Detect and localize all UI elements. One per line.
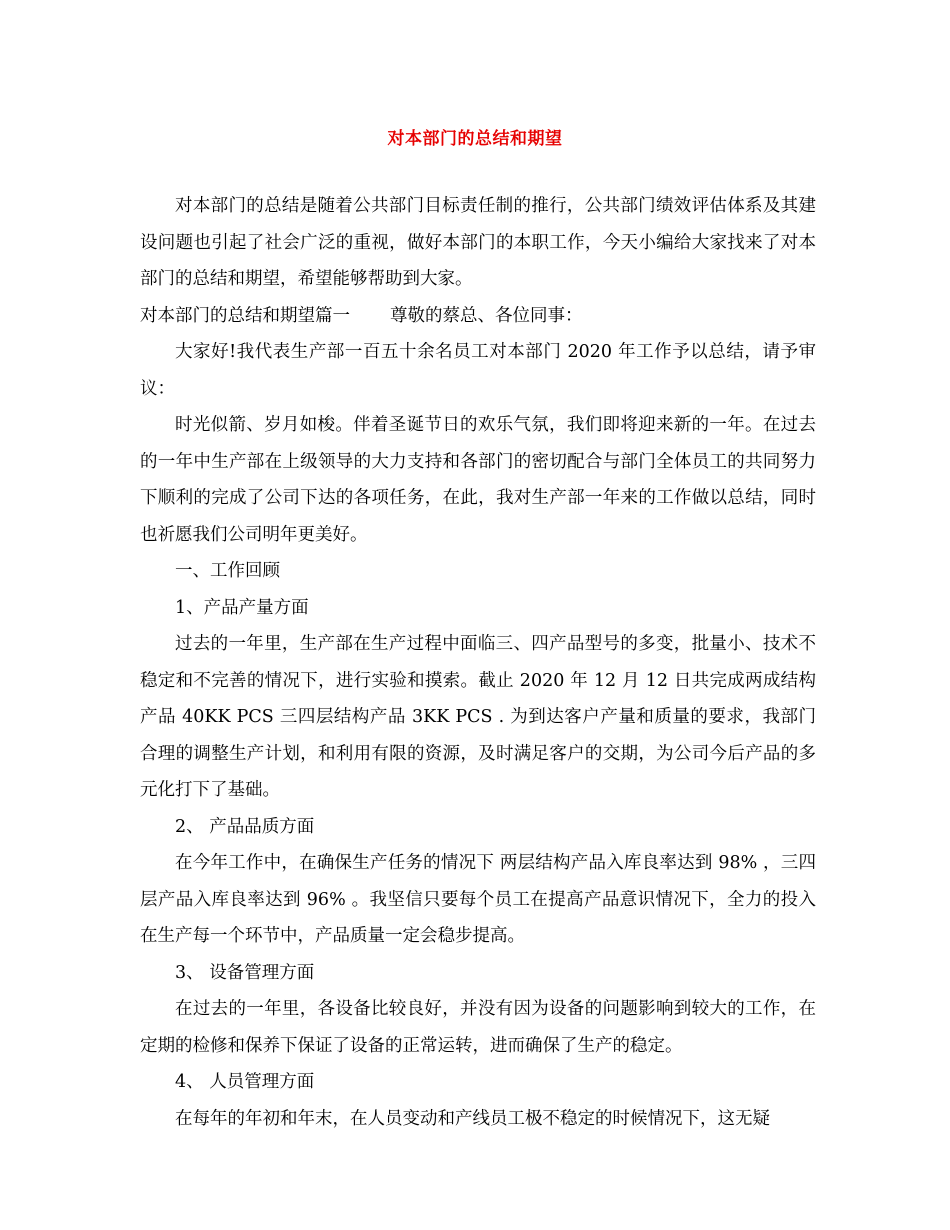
opening-paragraph: 时光似箭、岁月如梭。伴着圣诞节日的欢乐气氛，我们即将迎来新的一年。在过去的一年中生产部在上级领导的大力支持和各部门的密切配合与部门全体员工的共同努力下顺利的完成了公司下达的各项任务，在此，我对生产部一年来的工作做以总结，同时也祈愿我们公司明年更美好。 bbox=[140, 415, 816, 545]
item3-heading: 3、 设备管理方面 bbox=[175, 962, 315, 983]
document-body bbox=[140, 188, 816, 1137]
intro-paragraph: 对本部门的总结是随着公共部门目标责任制的推行，公共部门绩效评估体系及其建设问题也引起了社会广泛的重视，做好本部门的本职工作，今天小编给大家找来了对本部门的总结和期望，希望能够帮助到大家。 bbox=[140, 196, 816, 289]
document-title: 对本部门的总结和期望 bbox=[387, 129, 563, 149]
section-heading-line bbox=[140, 298, 816, 335]
item4-heading: 4、 人员管理方面 bbox=[175, 1072, 315, 1092]
greeting-paragraph: 大家好!我代表生产部一百五十余名员工对本部门 2020 年工作予以总结，请予审议： bbox=[140, 342, 816, 399]
item1-heading: 1、产品产量方面 bbox=[175, 597, 309, 618]
salutation: 尊敬的蔡总、各位同事： bbox=[390, 305, 583, 326]
item1-paragraph: 过去的一年里，生产部在生产过程中面临三、四产品型号的多变，批量小、技术不稳定和不完善的情况下，进行实验和摸索。截止 2020 年 12 月 12 日共完成两成结构产品 40KK PCS 三四层结构产品 3KK PCS . 为到达客户产量和质量的要求，我部门合理的调整生产计划，和利用有限的资源，及时满足客户的交期，为公司今后产品的多元化打下了基础。 bbox=[140, 634, 816, 800]
item3-paragraph: 在过去的一年里，各设备比较良好，并没有因为设备的问题影响到较大的工作，在定期的检修和保养下保证了设备的正常运转，进而确保了生产的稳定。 bbox=[140, 999, 816, 1056]
item2-paragraph: 在今年工作中，在确保生产任务的情况下 两层结构产品入库良率达到 98% ，三四层产品入库良率达到 96% 。我坚信只要每个员工在提高产品意识情况下，全力的投入在生产每一个环节中，产品质量一定会稳步提高。 bbox=[140, 853, 816, 946]
item4-paragraph: 在每年的年初和年末，在人员变动和产线员工极不稳定的时候情况下，这无疑 bbox=[175, 1108, 770, 1129]
part1-heading: 一、工作回顾 bbox=[175, 561, 280, 581]
section-heading: 对本部门的总结和期望篇一 bbox=[140, 305, 350, 326]
item2-heading: 2、 产品品质方面 bbox=[175, 816, 315, 837]
